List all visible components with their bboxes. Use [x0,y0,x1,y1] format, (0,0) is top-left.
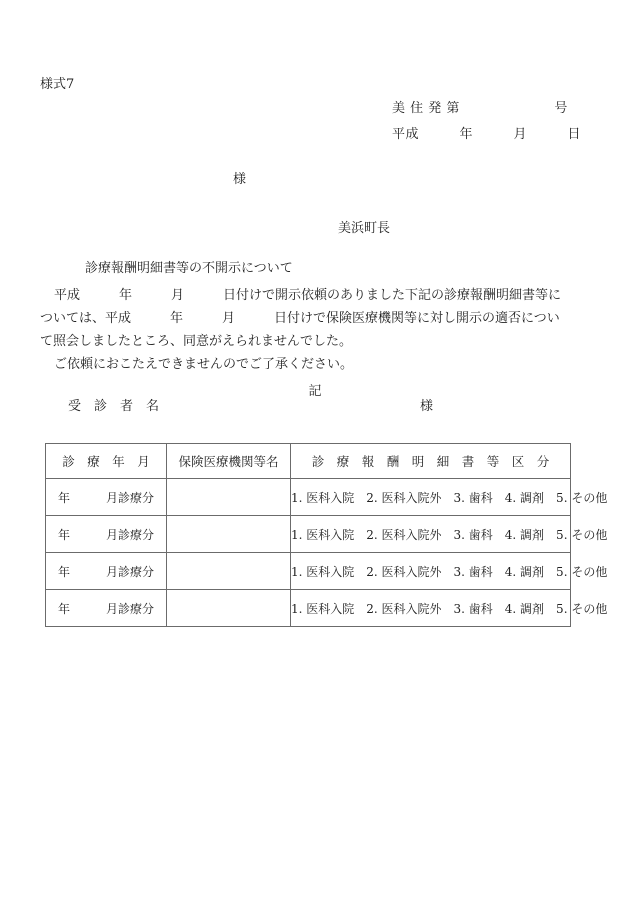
patient-name-honorific: 様 [420,399,434,414]
table-row [46,516,571,553]
cell-statement-kind[interactable]: 1. 医科入院 2. 医科入院外 3. 歯科 4. 調剤 5. その他 [291,479,571,516]
table-header-statement-kind: 診 療 報 酬 明 細 書 等 区 分 [291,444,571,479]
document-subject-title: 診療報酬明細書等の不開示について [85,261,293,276]
table-header-period: 診 療 年 月 [46,444,167,479]
document-number-line: 美 住 発 第 号 [392,101,568,116]
cell-institution[interactable] [167,590,291,627]
addressee-honorific: 様 [233,172,247,187]
table-row [46,479,571,516]
issuer-name: 美浜町長 [338,221,391,236]
medical-fee-statement-table [45,443,608,627]
form-number-label: 様式7 [40,77,75,92]
cell-institution[interactable] [167,479,291,516]
table-header-row [46,444,571,479]
cell-institution[interactable] [167,553,291,590]
body-paragraph-line-2: ついては、平成 年 月 日付けで保険医療機関等に対し開示の適否につい [40,311,560,326]
cell-period[interactable]: 年 月診療分 [46,553,167,590]
table-row [46,590,571,627]
cell-statement-kind[interactable]: 1. 医科入院 2. 医科入院外 3. 歯科 4. 調剤 5. その他 [291,553,571,590]
body-paragraph-line-1: 平成 年 月 日付けで開示依頼のありました下記の診療報酬明細書等に [54,288,562,303]
cell-period[interactable]: 年 月診療分 [46,590,167,627]
document-date-line: 平成 年 月 日 [392,127,582,142]
body-paragraph-line-3: て照会しましたところ、同意がえられませんでした。 [40,334,353,349]
table-header-institution: 保険医療機関等名 [167,444,291,479]
cell-period[interactable]: 年 月診療分 [46,516,167,553]
cell-statement-kind[interactable]: 1. 医科入院 2. 医科入院外 3. 歯科 4. 調剤 5. その他 [291,590,571,627]
cell-period[interactable]: 年 月診療分 [46,479,167,516]
body-paragraph-line-4: ご依頼におこたえできませんのでご了承ください。 [54,357,354,372]
patient-name-label: 受 診 者 名 [68,399,160,414]
table-row [46,553,571,590]
ki-section-marker: 記 [308,384,322,399]
cell-institution[interactable] [167,516,291,553]
cell-statement-kind[interactable]: 1. 医科入院 2. 医科入院外 3. 歯科 4. 調剤 5. その他 [291,516,571,553]
